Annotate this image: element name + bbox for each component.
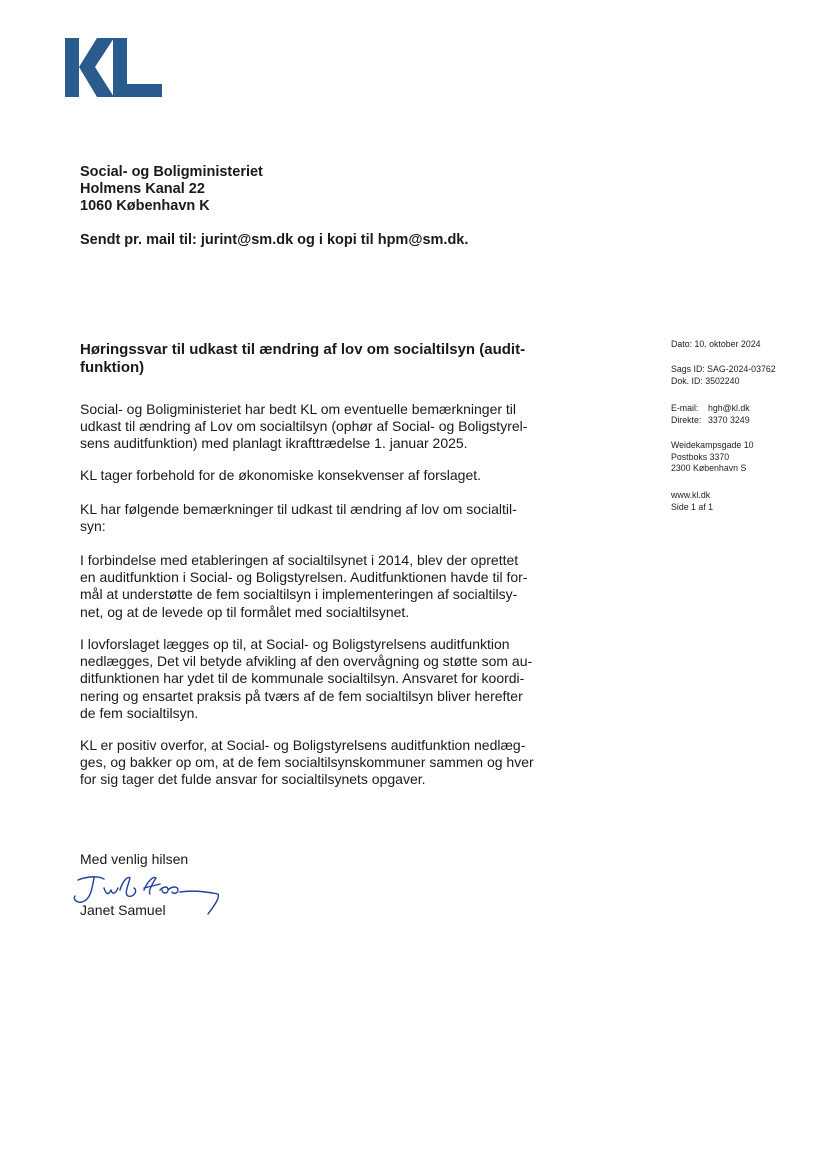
page-number: Side 1 af 1	[671, 501, 714, 512]
heading-line: Høringssvar til udkast til ændring af lov om socialtilsyn (audit-	[80, 341, 526, 358]
address-line: 2300 København S	[671, 463, 747, 474]
paragraph-line: udkast til ændring af Lov om socialtilsyn (ophør af Social- og Boligstyrel-	[80, 418, 528, 435]
body-paragraph-5	[80, 636, 532, 722]
direkte-label: Direkte:	[671, 414, 702, 425]
sidebar-date	[671, 339, 761, 351]
heading-line: funktion)	[80, 359, 145, 376]
direkte-value: 3370 3249	[708, 414, 750, 425]
paragraph-line: for sig tager det fulde ansvar for socialtilsynets opgaver.	[80, 771, 426, 788]
body-paragraph-3	[80, 501, 517, 535]
kl-logo	[64, 36, 164, 98]
email-value: hgh@kl.dk	[708, 403, 750, 413]
paragraph-line: I forbindelse med etableringen af socialtilsynet i 2014, blev der oprettet	[80, 552, 519, 568]
address-line: Weidekampsgade 10	[671, 440, 754, 450]
paragraph-line: KL har følgende bemærkninger til udkast til ændring af lov om socialtil-	[80, 501, 517, 517]
body-paragraph-4	[80, 552, 528, 621]
paragraph-line: nering og ensartet praksis på tværs af de fem socialtilsyn bliver herefter	[80, 687, 523, 704]
paragraph-line: en auditfunktion i Social- og Boligstyrelsen. Auditfunktionen havde til for-	[80, 569, 528, 586]
sidebar-ids	[671, 364, 776, 387]
email-label: E-mail:	[671, 403, 699, 413]
recipient-line: 1060 København K	[80, 198, 210, 214]
body-paragraph-1	[80, 401, 527, 453]
paragraph-line: de fem socialtilsyn.	[80, 704, 199, 721]
paragraph-line: mål at understøtte de fem socialtilsyn i implementeringen af socialtilsy-	[80, 586, 518, 603]
email-row	[671, 403, 750, 415]
dok-id: Dok. ID: 3502240	[671, 375, 740, 386]
paragraph-line: I lovforslaget lægges op til, at Social- og Boligstyrelsens auditfunktion	[80, 636, 510, 652]
paragraph-line: ges, og bakker op om, at de fem socialtilsynskommuner sammen og hver	[80, 754, 534, 771]
paragraph-line: KL tager forbehold for de økonomiske konsekvenser af forslaget.	[80, 467, 482, 483]
paragraph-line: syn:	[80, 518, 106, 535]
paragraph-line: ditfunktionen har ydet til de kommunale socialtilsyn. Ansvaret for koordi-	[80, 670, 525, 687]
paragraph-line: Social- og Boligministeriet har bedt KL om eventuelle bemærkninger til	[80, 401, 517, 417]
address-line: Postboks 3370	[671, 451, 730, 462]
paragraph-line: KL er positiv overfor, at Social- og Boligstyrelsens auditfunktion nedlæg-	[80, 737, 526, 753]
sent-note: Sendt pr. mail til: jurint@sm.dk og i kopi til hpm@sm.dk.	[80, 232, 469, 248]
date-text: Dato: 10. oktober 2024	[671, 339, 761, 349]
signer-name: Janet Samuel	[80, 902, 166, 918]
closing-phrase: Med venlig hilsen	[80, 851, 189, 867]
document-heading	[80, 341, 550, 377]
paragraph-line: sens auditfunktion) med planlagt ikrafttrædelse 1. januar 2025.	[80, 435, 468, 452]
body-paragraph-2	[80, 467, 481, 484]
paragraph-line: nedlægges, Det vil betyde afvikling af den overvågning og støtte som au-	[80, 653, 533, 670]
recipient-line: Social- og Boligministeriet	[80, 164, 263, 180]
sidebar-footer	[671, 490, 713, 513]
direkte-row	[671, 415, 750, 427]
sidebar-contact	[671, 403, 750, 426]
sidebar-address	[671, 440, 753, 475]
website-text: www.kl.dk	[671, 490, 711, 500]
body-paragraph-6	[80, 737, 534, 789]
recipient-address	[80, 164, 263, 215]
sags-id: Sags ID: SAG-2024-03762	[671, 364, 776, 374]
recipient-line: Holmens Kanal 22	[80, 181, 205, 197]
paragraph-line: net, og at de levede op til formålet med socialtilsynet.	[80, 603, 410, 620]
